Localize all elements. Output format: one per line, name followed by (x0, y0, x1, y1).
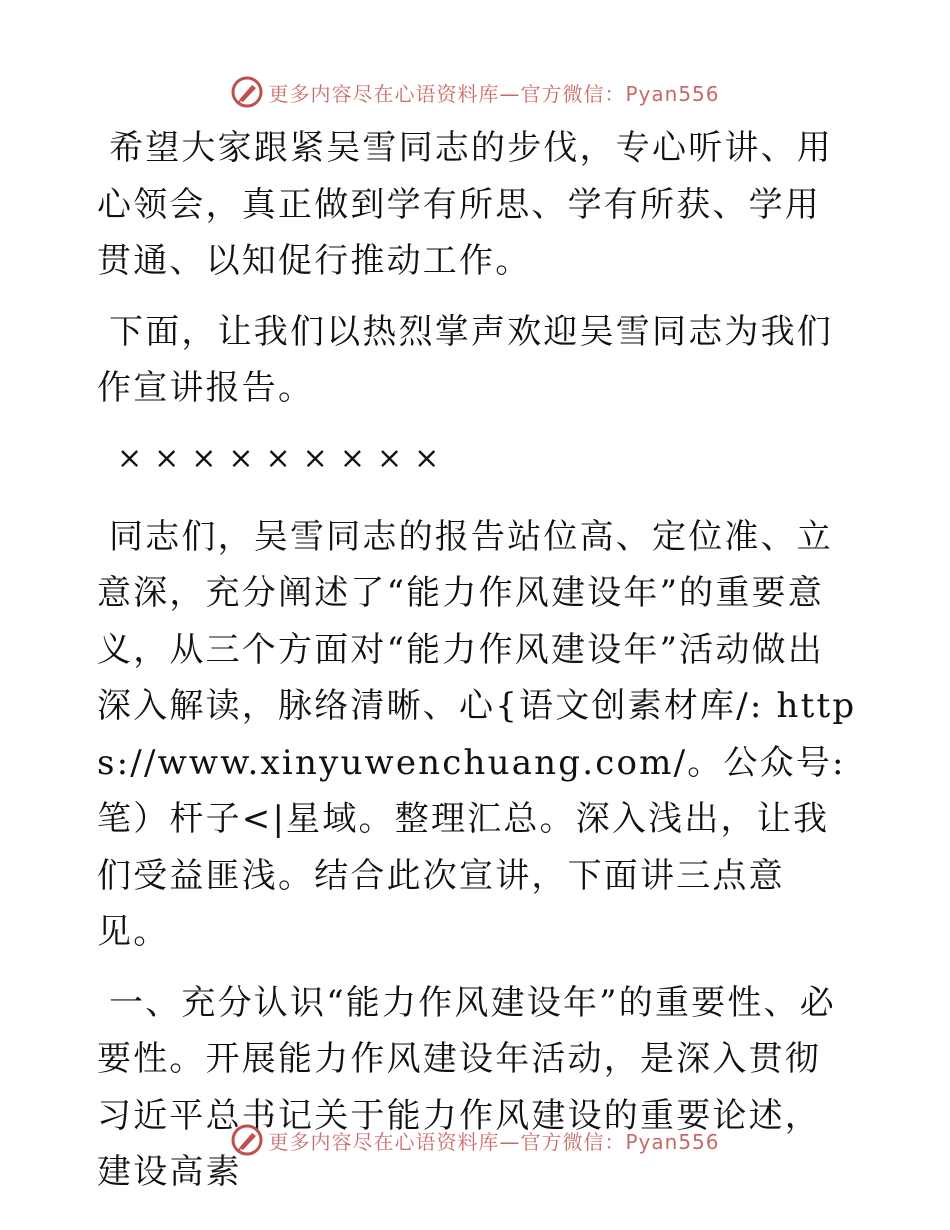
paragraph-4: 一、充分认识“能力作风建设年”的重要性、必要性。开展能力作风建设年活动，是深入贯彻习近平总书记关于能力作风建设的重要论述，建设高素 (97, 982, 836, 1192)
pen-logo-icon (230, 75, 264, 109)
watermark-text: 更多内容尽在心语资料库—官方微信：Pyan556 (268, 1129, 720, 1154)
paragraph-3: 同志们，吴雪同志的报告站位高、定位准、立意深，充分阐述了“能力作风建设年”的重要意义，从三个方面对“能力作风建设年”活动做出深入解读，脉络清晰、心{语文创素材库/: https://www.xinyuwenchuang.com/。公众号: 笔）杆子<|星域。整理汇总。深入浅出，让我们受益匪浅。结合此次宣讲，下面讲三点意见。 (97, 516, 857, 952)
watermark-banner-top (0, 70, 950, 114)
paragraph-1: 希望大家跟紧吴雪同志的步伐，专心听讲、用心领会，真正做到学有所思、学有所获、学用贯通、以知促行推动工作。 (97, 128, 833, 281)
pen-logo-icon (230, 1123, 264, 1157)
watermark-text: 更多内容尽在心语资料库—官方微信：Pyan556 (268, 81, 720, 106)
paragraph-2: 下面，让我们以热烈掌声欢迎吴雪同志为我们作宣讲报告。 (97, 311, 833, 408)
watermark-banner-bottom (0, 1118, 950, 1162)
document-body (97, 120, 857, 1215)
section-separator: ××××××××× (117, 440, 452, 476)
